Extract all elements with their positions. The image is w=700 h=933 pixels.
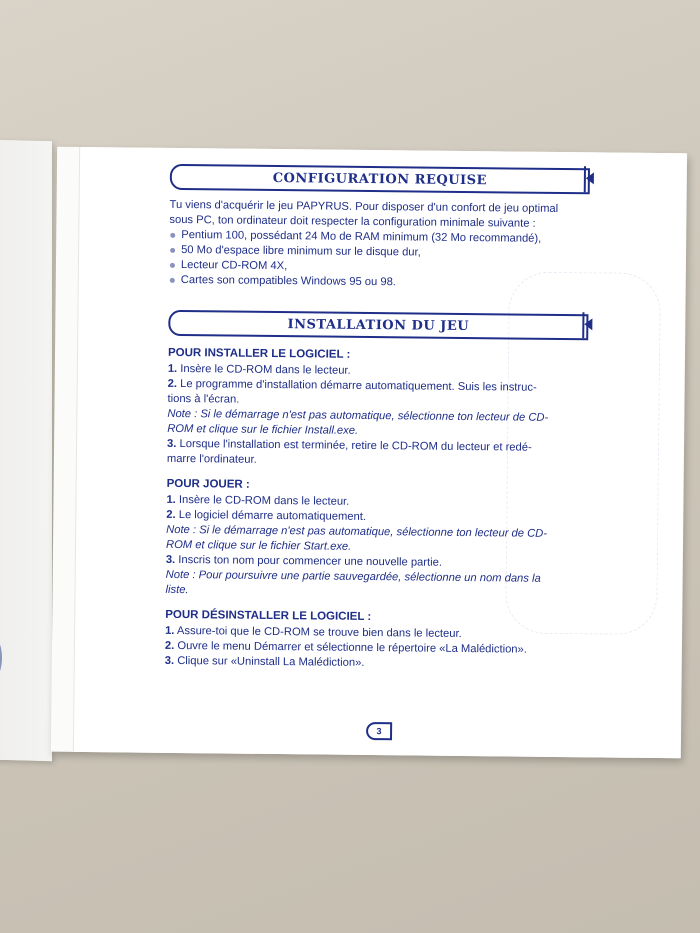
step-text: Assure-toi que le CD-ROM se trouve bien dans le lecteur. — [174, 624, 462, 640]
step-number: 2. — [167, 377, 178, 390]
uninstall-steps — [165, 624, 585, 673]
bullet-icon — [170, 278, 175, 283]
bullet-icon — [170, 263, 175, 268]
booklet-page — [73, 147, 686, 758]
step-number: 1. — [166, 493, 176, 506]
step-number: 1. — [165, 624, 175, 637]
step-text: Clique sur «Uninstall La Malédiction». — [174, 654, 365, 669]
step-number: 3. — [164, 654, 175, 667]
step-text: marre l'ordinateur. — [166, 452, 257, 466]
banner-end-ornament — [582, 312, 592, 338]
step-text: Le programme d'installation démarre automatiquement. Suis les instruc- — [176, 377, 537, 394]
step-note: ROM et clique sur le fichier Install.exe. — [167, 422, 359, 437]
step-text: tions à l'écran. — [167, 392, 240, 406]
list-item-text: Pentium 100, possédant 24 Mo de RAM minimum (32 Mo recommandé), — [181, 229, 542, 245]
step-text: Ouvre le menu Démarrer et sélectionne le répertoire «La Malédiction». — [174, 639, 527, 656]
facing-page — [0, 139, 52, 761]
list-item-text: Cartes son compatibles Windows 95 ou 98. — [180, 274, 397, 289]
page-number: 3 — [366, 722, 392, 740]
step-text: Lorsque l'installation est terminée, retire le CD-ROM du lecteur et redé- — [176, 437, 532, 454]
list-item-text: 50 Mo d'espace libre minimum sur le disque dur, — [181, 244, 421, 259]
step-text: Insère le CD-ROM dans le lecteur. — [177, 362, 351, 377]
install-heading: POUR INSTALLER LE LOGICIEL : — [167, 346, 351, 361]
step-note: liste. — [165, 583, 189, 597]
step-number: 3. — [167, 437, 177, 450]
step-note: Note : Si le démarrage n'est pas automatique, sélectionne ton lecteur de CD- — [166, 523, 548, 540]
step-number: 2. — [166, 508, 176, 521]
step-note: Note : Pour poursuivre une partie sauvegardée, sélectionne un nom dans la — [165, 568, 541, 585]
bullet-icon — [170, 233, 175, 238]
step-note: Note : Si le démarrage n'est pas automatique, sélectionne ton lecteur de CD- — [167, 407, 549, 424]
step-note: ROM et clique sur le fichier Start.exe. — [165, 538, 352, 553]
uninstall-heading: POUR DÉSINSTALLER LE LOGICIEL : — [165, 608, 372, 624]
config-intro-line: sous PC, ton ordinateur doit respecter la configuration minimale suivante : — [169, 213, 536, 230]
install-title: INSTALLATION DU JEU — [287, 316, 470, 334]
install-steps — [167, 362, 588, 471]
step-number: 3. — [165, 553, 176, 566]
step-number: 1. — [167, 362, 178, 375]
play-steps — [165, 493, 586, 602]
config-intro-line: Tu viens d'acquérir le jeu PAPYRUS. Pour disposer d'un confort de jeu optimal — [169, 198, 559, 215]
booklet — [51, 147, 687, 759]
step-text: Le logiciel démarre automatiquement. — [175, 508, 367, 523]
config-banner — [170, 164, 590, 194]
bullet-icon — [170, 248, 175, 253]
banner-end-ornament — [584, 166, 594, 192]
page-content — [165, 160, 590, 673]
play-heading: POUR JOUER : — [166, 477, 250, 491]
config-requirements-list — [169, 228, 590, 292]
step-text: Inscris ton nom pour commencer une nouvelle partie. — [175, 553, 443, 569]
facing-page-illustration-loop — [0, 618, 2, 696]
list-item-text: Lecteur CD-ROM 4X, — [180, 259, 288, 273]
install-banner — [168, 310, 588, 340]
step-number: 2. — [164, 639, 175, 652]
config-title: CONFIGURATION REQUISE — [272, 170, 488, 188]
step-text: Insère le CD-ROM dans le lecteur. — [175, 493, 350, 508]
